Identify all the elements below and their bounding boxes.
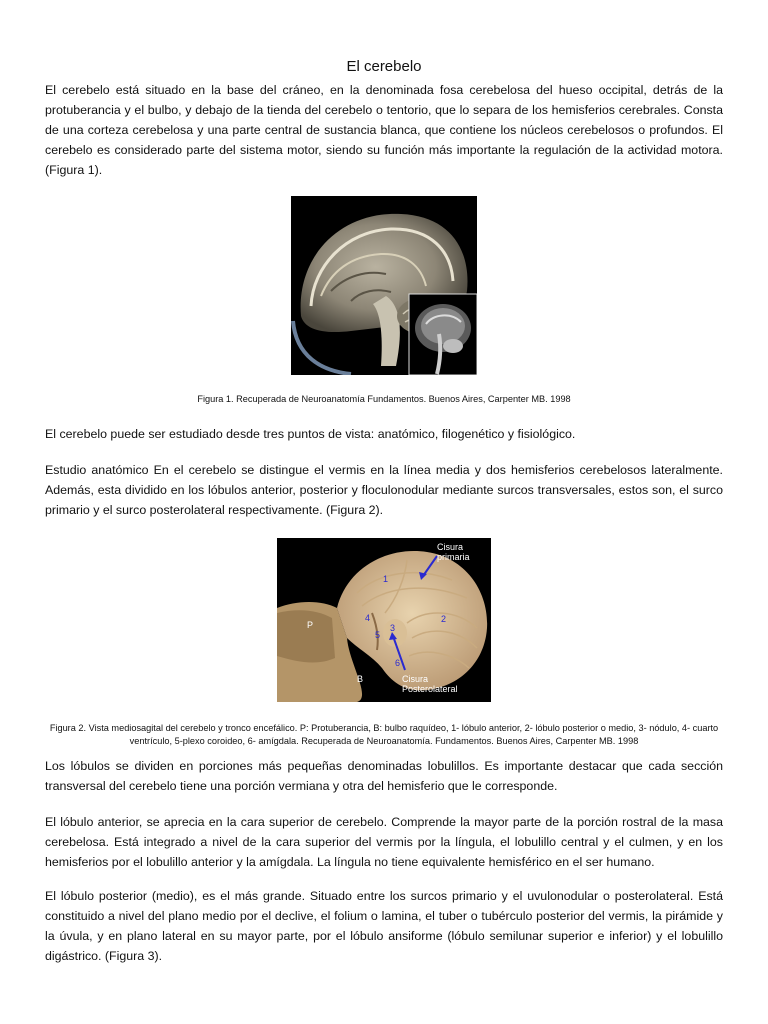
paragraph-anterior-lobe: El lóbulo anterior, se aprecia en la cara superior de cerebelo. Comprende la mayor parte de la porción rostral de la masa cerebelosa. Está integrado a nivel de la cara superior del vermis por la língula, el lobulillo central y el culmen, y en los hemisferios por el lobulillo anterior y la amígdala. La língula no tiene equivalente hemisférico en el ser humano. bbox=[45, 815, 723, 869]
paragraph-lobulillos: Los lóbulos se dividen en porciones más pequeñas denominadas lobulillos. Es importante destacar que cada sección transversal del cerebelo tiene una porción vermiana y otra del hemisferio que le corresponde. bbox=[45, 759, 723, 793]
figure-1-caption: Figura 1. Recuperada de Neuroanatomía Fundamentos. Buenos Aires, Carpenter MB. 1998 bbox=[197, 394, 571, 404]
label-4: 4 bbox=[365, 613, 371, 623]
label-b: B bbox=[357, 674, 364, 684]
label-5: 5 bbox=[375, 630, 381, 640]
label-cisura-primaria-line2: primaria bbox=[437, 552, 470, 562]
label-cisura-posterolateral-line1: Cisura bbox=[402, 674, 429, 684]
paragraph-posterior-lobe: El lóbulo posterior (medio), es el más grande. Situado entre los surcos primario y el uvulonodular o posterolateral. Está constituido a nivel del plano medio por el declive, el folium o lamina, el tuber o tubérculo posterior del vermis, la pirámide y la úvula, y en plano lateral en su mayor parte, por el lóbulo ansiforme (lóbulo semilunar superior e inferior) y el lobulillo digástrico. (Figura 3). bbox=[45, 889, 723, 963]
label-p: P bbox=[307, 620, 314, 630]
label-1: 1 bbox=[383, 574, 389, 584]
figure-2-caption: Figura 2. Vista mediosagital del cerebelo y tronco encefálico. P: Protuberancia, B: bulbo raquídeo, 1- lóbulo anterior, 2- lóbulo posterior o medio, 3- nódulo, 4- cuarto ventrículo, 5-plexo coroideo, 6- amígdala. Recuperada de Neuroanatomía. Fundamentos. Buenos Aires, Carpenter MB. 1998 bbox=[49, 723, 719, 746]
label-cisura-primaria-line1: Cisura bbox=[437, 542, 464, 552]
paragraph-viewpoints: El cerebelo puede ser estudiado desde tres puntos de vista: anatómico, filogenético y fisiológico. bbox=[45, 427, 576, 441]
page-title: El cerebelo bbox=[346, 58, 422, 76]
figure-1-brain-photo bbox=[291, 196, 477, 375]
paragraph-anatomic-study: Estudio anatómico En el cerebelo se distingue el vermis en la línea media y dos hemisferios cerebelosos lateralmente. Además, esta dividido en los lóbulos anterior, posterior y floculonodular mediante surcos transversales, estos son, el surco primario y el surco posterolateral respectivamente. (Figura 2). bbox=[45, 463, 723, 517]
label-2: 2 bbox=[441, 614, 447, 624]
label-3: 3 bbox=[390, 623, 396, 633]
label-6: 6 bbox=[395, 658, 401, 668]
figure-2-image bbox=[277, 538, 491, 702]
label-cisura-posterolateral-line2: Posterolateral bbox=[402, 684, 458, 694]
figure-2-cerebellum-photo bbox=[277, 538, 491, 702]
figure-1-image bbox=[291, 196, 477, 375]
paragraph-intro: El cerebelo está situado en la base del cráneo, en la denominada fosa cerebelosa del hueso occipital, detrás de la protuberancia y el bulbo, y debajo de la tienda del cerebelo o tentorio, que lo separa de los hemisferios cerebrales. Consta de una corteza cerebelosa y una parte central de sustancia blanca, que contiene los núcleos cerebelosos o profundos. El cerebelo es considerado parte del sistema motor, siendo su función más importante la regulación de la actividad motora. (Figura 1). bbox=[45, 83, 723, 177]
